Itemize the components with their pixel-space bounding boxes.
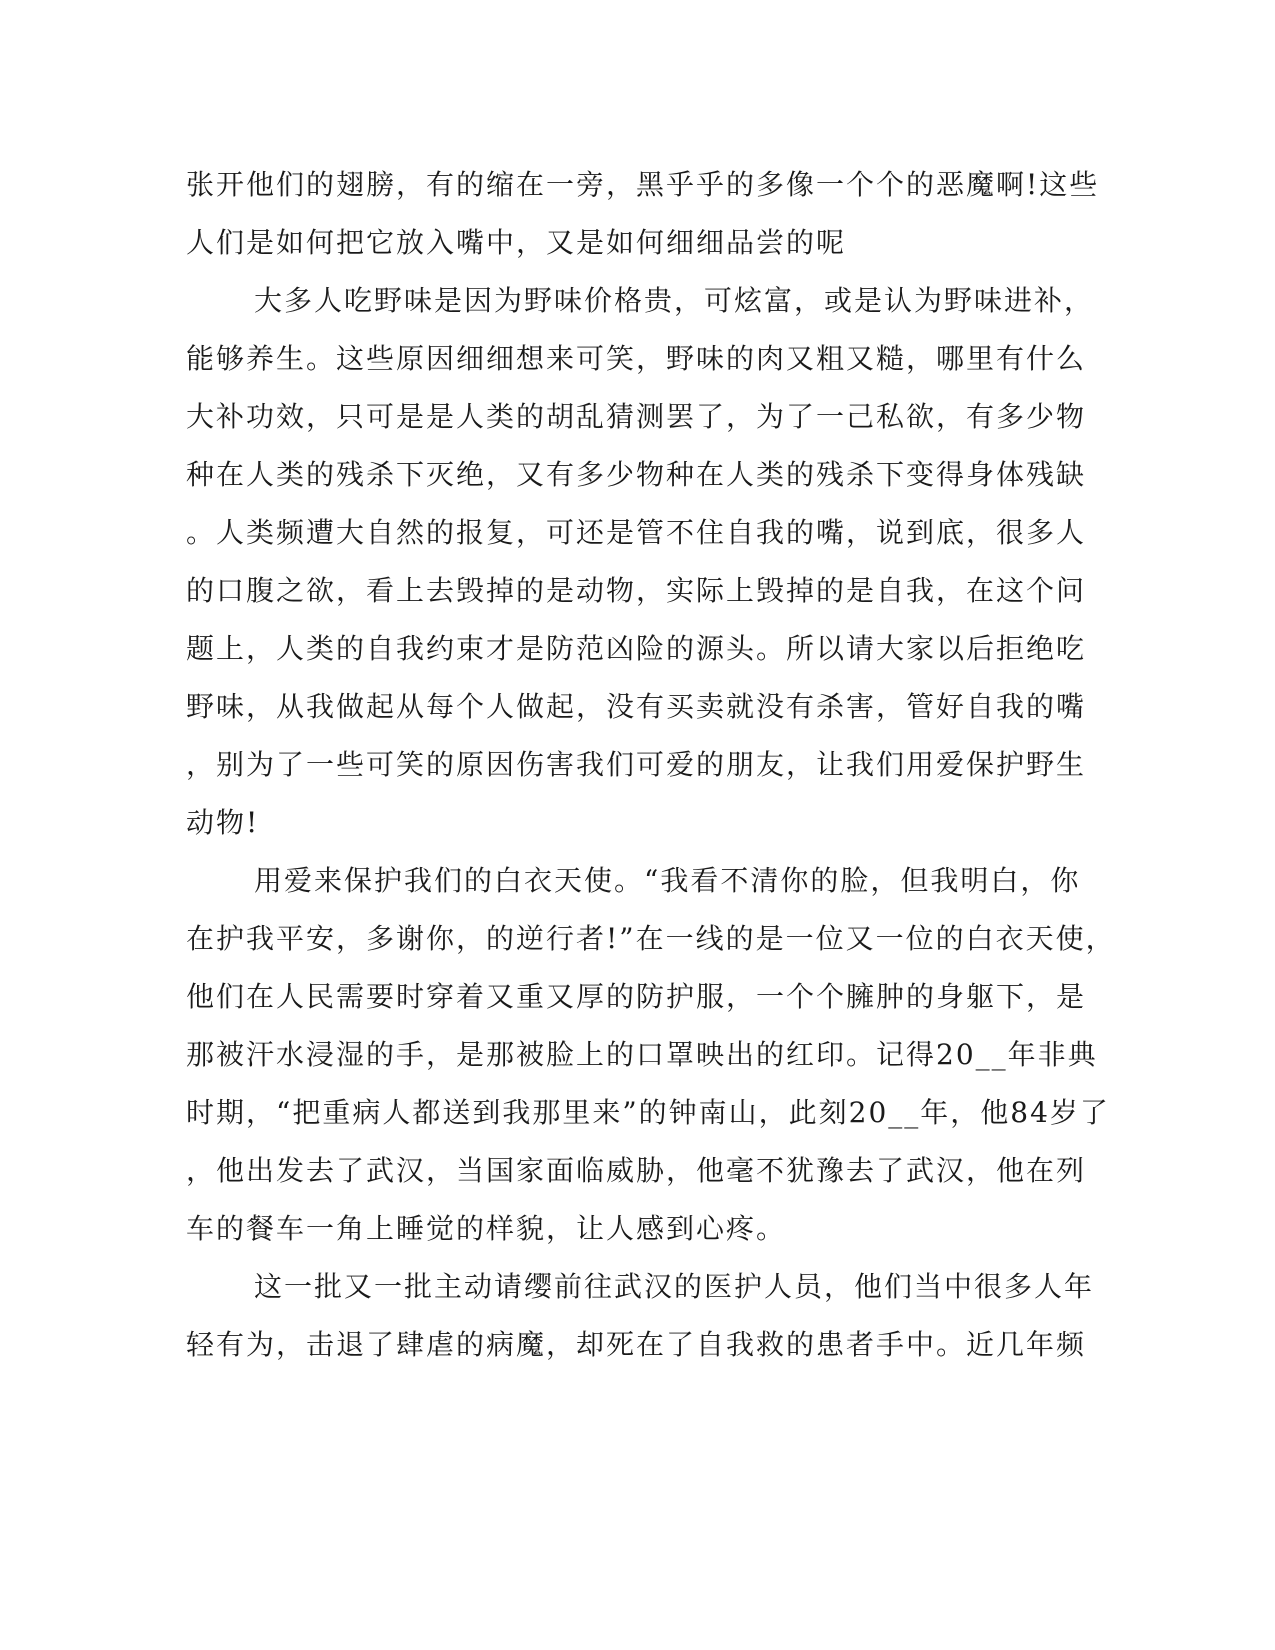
text-line: 人们是如何把它放入嘴中，又是如何细细品尝的呢 [186,226,847,259]
text-line: 的口腹之欲，看上去毁掉的是动物，实际上毁掉的是自我，在这个问 [186,574,1087,607]
text-line: 车的餐车一角上睡觉的样貌，让人感到心疼。 [186,1212,787,1245]
text-line: 。人类频遭大自然的报复，可还是管不住自我的嘴，说到底，很多人 [186,516,1087,549]
text-line: 时期，“把重病人都送到我那里来”的钟南山，此刻20__年，他84岁了 [186,1096,1110,1129]
text-line: 能够养生。这些原因细细想来可笑，野味的肉又粗又糙，哪里有什么 [186,342,1087,375]
text-line: ，他出发去了武汉，当国家面临威胁，他毫不犹豫去了武汉，他在列 [186,1154,1087,1187]
paragraph-start-line: 大多人吃野味是因为野味价格贵，可炫富，或是认为野味进补， [254,284,1095,317]
body-text [186,156,1116,1374]
text-line: 题上，人类的自我约束才是防范凶险的源头。所以请大家以后拒绝吃 [186,632,1087,665]
text-line: 在护我平安，多谢你，的逆行者!”在一线的是一位又一位的白衣天使， [186,922,1116,955]
text-line: 那被汗水浸湿的手，是那被脸上的口罩映出的红印。记得20__年非典 [186,1038,1098,1071]
text-line: 大补功效，只可是是人类的胡乱猜测罢了，为了一己私欲，有多少物 [186,400,1087,433]
text-line: 张开他们的翅膀，有的缩在一旁，黑乎乎的多像一个个的恶魔啊!这些 [186,168,1100,201]
text-line: 野味，从我做起从每个人做起，没有买卖就没有杀害，管好自我的嘴 [186,690,1087,723]
text-line: 他们在人民需要时穿着又重又厚的防护服，一个个臃肿的身躯下，是 [186,980,1087,1013]
text-line: 轻有为，击退了肆虐的病魔，却死在了自我救的患者手中。近几年频 [186,1328,1087,1361]
text-line: ，别为了一些可笑的原因伤害我们可爱的朋友，让我们用爱保护野生 [186,748,1087,781]
paragraph-start-line: 这一批又一批主动请缨前往武汉的医护人员，他们当中很多人年 [254,1270,1095,1303]
text-line: 种在人类的残杀下灭绝，又有多少物种在人类的残杀下变得身体残缺 [186,458,1087,491]
text-line: 动物! [186,806,260,839]
paragraph-start-line: 用爱来保护我们的白衣天使。“我看不清你的脸，但我明白，你 [254,864,1081,897]
